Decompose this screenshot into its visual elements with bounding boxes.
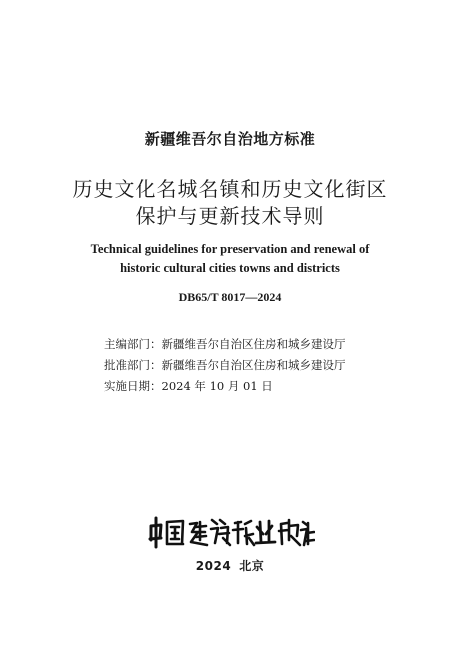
chinese-title-line-2: 保护与更新技术导则 bbox=[135, 204, 325, 228]
english-title bbox=[0, 240, 460, 278]
publication-city: 北京 bbox=[239, 559, 265, 573]
publisher-calligraphy-logo bbox=[0, 514, 460, 555]
publication-line bbox=[0, 557, 460, 574]
publication-year: 2024 bbox=[195, 559, 232, 573]
calligraphy-logo-graphic bbox=[145, 514, 315, 550]
chinese-title bbox=[0, 176, 460, 230]
standard-code: DB65/T 8017—2024 bbox=[178, 290, 282, 304]
english-title-line-2: historic cultural cities towns and districts bbox=[120, 261, 340, 275]
editor-department: 主编部门：新疆维吾尔自治区住房和城乡建设厅 bbox=[104, 337, 346, 351]
effective-date: 实施日期：2024 年 10 月 01 日 bbox=[104, 379, 273, 393]
info-block bbox=[104, 334, 346, 397]
english-title-line-1: Technical guidelines for preservation and renewal of bbox=[90, 242, 370, 256]
approval-department: 批准部门：新疆维吾尔自治区住房和城乡建设厅 bbox=[104, 358, 346, 372]
chinese-title-line-1: 历史文化名城名镇和历史文化街区 bbox=[72, 177, 388, 201]
standard-type-heading: 新疆维吾尔自治地方标准 bbox=[144, 130, 316, 148]
